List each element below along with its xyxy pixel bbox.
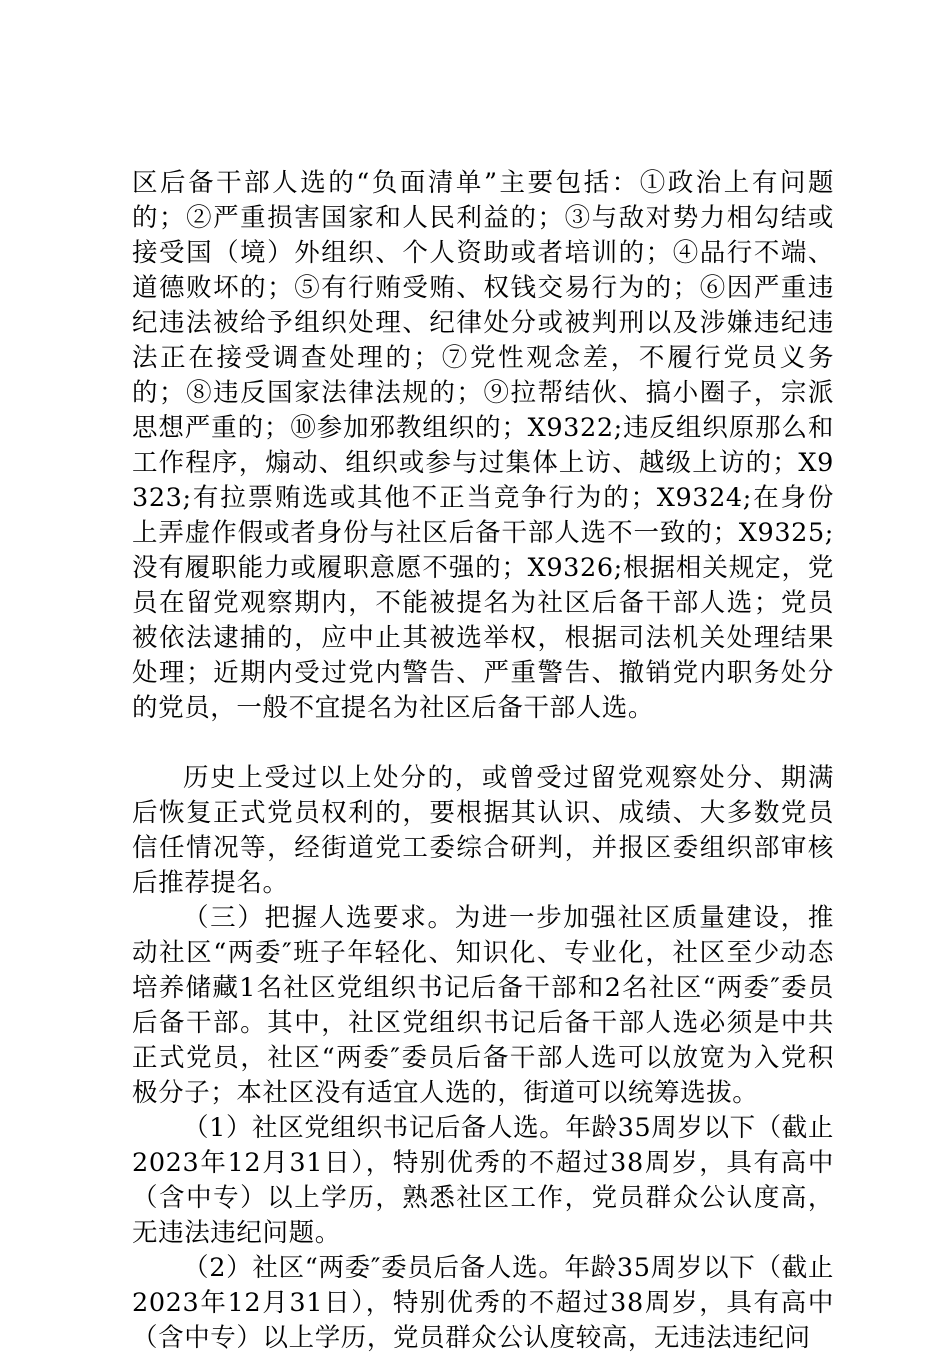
paragraph-candidate-requirements: （三）把握人选要求。为进一步加强社区质量建设，推动社区“两委″班子年轻化、知识化、专业化，社区至少动态培养储藏1名社区党组织书记后备干部和2名社区“两委″委员后备干部。其中，社区党组织书记后备干部人选必须是中共正式党员，社区“两委″委员后备干部人选可以放宽为入党积极分子；本社区没有适宜人选的，街道可以统筹选拔。 [132, 903, 834, 1108]
paragraph-secretary-reserve: （1）社区党组织书记后备人选。年龄35周岁以下（截止2023年12月31日），特别优秀的不超过38周岁，具有高中（含中专）以上学历，熟悉社区工作，党员群众公认度高，无违法违纪问题。 [132, 1113, 834, 1248]
document-body [132, 166, 834, 1356]
paragraph-past-punishment: 历史上受过以上处分的，或曾受过留党观察处分、期满后恢复正式党员权利的，要根据其认识、成绩、大多数党员信任情况等，经街道党工委综合研判，并报区委组织部审核后推荐提名。 [132, 763, 834, 898]
paragraph-spacer [132, 726, 834, 761]
paragraph-committee-reserve: （2）社区“两委″委员后备人选。年龄35周岁以下（截止2023年12月31日），特别优秀的不超过38周岁，具有高中（含中专）以上学历，党员群众公认度较高，无违法违纪问 [132, 1253, 834, 1353]
paragraph-negative-list: 区后备干部人选的“负面清单”主要包括：①政治上有问题的；②严重损害国家和人民利益的；③与敌对势力相勾结或接受国（境）外组织、个人资助或者培训的；④品行不端、道德败坏的；⑤有行贿受贿、权钱交易行为的；⑥因严重违纪违法被给予组织处理、纪律处分或被判刑以及涉嫌违纪违法正在接受调查处理的；⑦党性观念差，不履行党员义务的；⑧违反国家法律法规的；⑨拉帮结伙、搞小圈子，宗派思想严重的；⑩参加邪教组织的；X9322;违反组织原那么和工作程序，煽动、组织或参与过集体上访、越级上访的；X9323;有拉票贿选或其他不正当竞争行为的；X9324;在身份上弄虚作假或者身份与社区后备干部人选不一致的；X9325;没有履职能力或履职意愿不强的；X9326;根据相关规定，党员在留党观察期内，不能被提名为社区后备干部人选；党员被依法逮捕的，应中止其被选举权，根据司法机关处理结果处理；近期内受过党内警告、严重警告、撤销党内职务处分的党员，一般不宜提名为社区后备干部人选。 [132, 168, 834, 723]
